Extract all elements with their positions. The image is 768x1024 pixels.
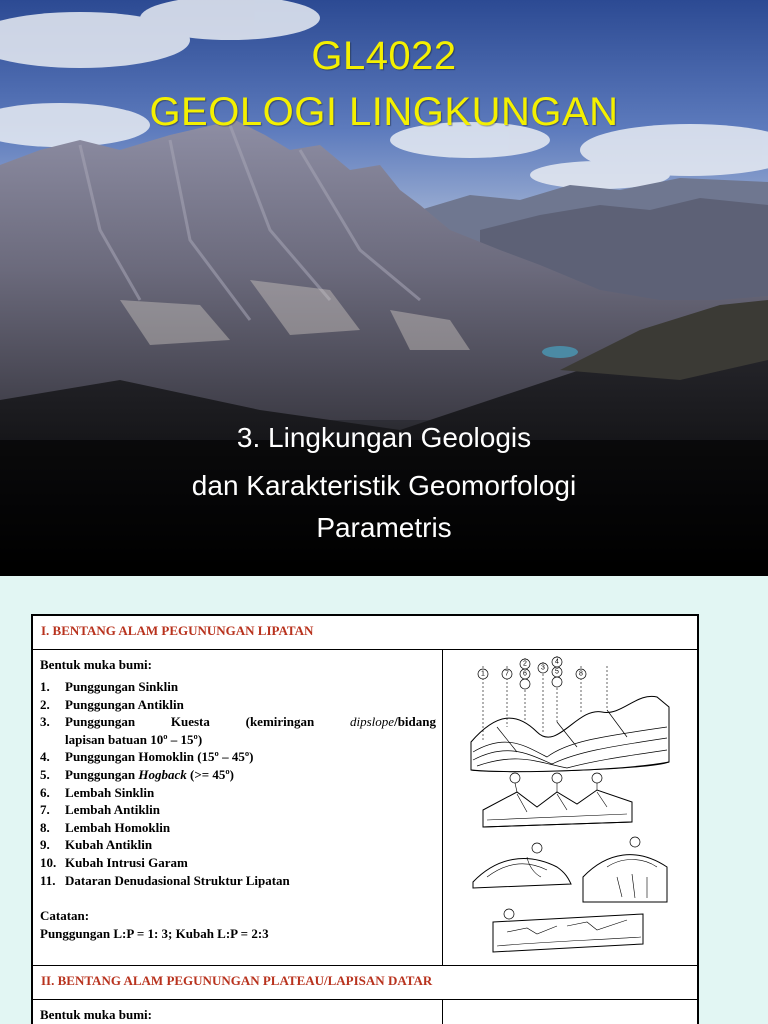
figure-label: 7 — [505, 670, 509, 678]
course-name: GEOLOGI LINGKUNGAN — [149, 90, 619, 134]
figure-label: 2 — [523, 660, 527, 668]
note-label: Catatan: — [40, 908, 90, 924]
landform-intro: Bentuk muka bumi: — [40, 657, 152, 672]
landform-list-cell — [33, 650, 443, 966]
lecture-title-line2: dan Karakteristik Geomorfologi — [191, 470, 577, 501]
figure-label: 4 — [555, 658, 559, 666]
figure-label: 1 — [481, 670, 485, 678]
landform-table — [31, 614, 699, 1024]
list-item: 5. Punggungan Hogback (>= 45º) — [40, 766, 234, 782]
note-text: Punggungan L:P = 1: 3; Kubah L:P = 2:3 — [40, 926, 269, 942]
list-item: 6. Lembah Sinklin — [40, 784, 155, 800]
plateau-list-cell — [33, 1000, 443, 1024]
figure-label: 6 — [523, 670, 527, 678]
figure-label: 8 — [579, 670, 583, 678]
section-title-plateau: II. BENTANG ALAM PEGUNUNGAN PLATEAU/LAPISAN DATAR — [33, 966, 697, 1000]
landform-list — [40, 678, 436, 889]
list-item: 2. Punggungan Antiklin — [40, 696, 184, 712]
list-item: 3. Punggungan Kuesta (kemiringan dipslope/bidang — [40, 714, 436, 730]
list-item-continuation: lapisan batuan 10º – 15º) — [65, 731, 203, 747]
list-item: 9. Kubah Antiklin — [40, 837, 153, 853]
section-title-folded-mountains: I. BENTANG ALAM PEGUNUNGAN LIPATAN — [33, 616, 697, 650]
lecture-title-line1: 3. Lingkungan Geologis — [236, 422, 532, 453]
course-code: GL4022 — [311, 34, 457, 78]
lecture-title-line3: Parametris — [316, 512, 452, 543]
list-item: 4. Punggungan Homoklin (15º – 45º) — [40, 749, 254, 765]
list-item: 8. Lembah Homoklin — [40, 819, 171, 835]
fold-landform-diagram — [457, 652, 675, 964]
figure-label: 5 — [555, 668, 559, 676]
content-slide — [0, 576, 768, 1024]
list-item: 1. Punggungan Sinklin — [40, 679, 179, 694]
list-item: 11. Dataran Denudasional Struktur Lipatan — [40, 872, 290, 888]
figure-label: 3 — [541, 664, 545, 672]
list-item: 10. Kubah Intrusi Garam — [40, 854, 188, 870]
list-item: 7. Lembah Antiklin — [40, 802, 161, 818]
figure-cell — [443, 650, 697, 966]
plateau-intro: Bentuk muka bumi: — [40, 1007, 152, 1022]
